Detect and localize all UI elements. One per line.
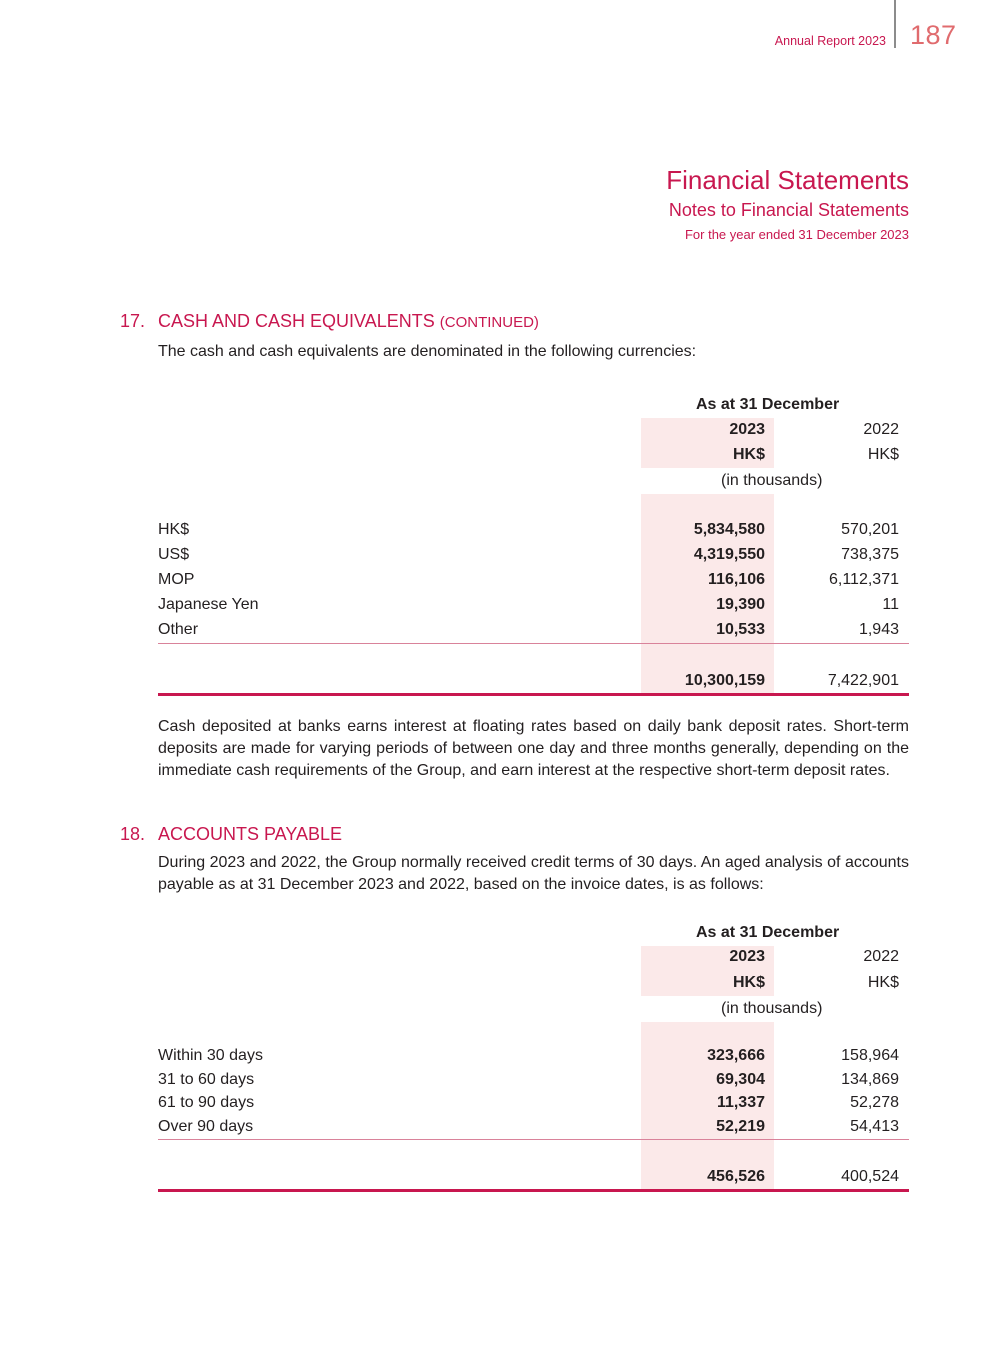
value-2023: 5,834,580 — [693, 521, 765, 538]
value-2023: 69,304 — [716, 1071, 765, 1088]
row-label: MOP — [158, 571, 195, 588]
section-17-intro: The cash and cash equivalents are denominated in the following currencies: — [158, 343, 697, 360]
total-2023: 10,300,159 — [684, 672, 765, 689]
row-label: 31 to 60 days — [158, 1071, 255, 1088]
page-title: Financial Statements — [666, 165, 909, 195]
total-rule — [158, 693, 909, 696]
section-18-heading — [120, 824, 342, 845]
value-2022: 1,943 — [858, 621, 899, 638]
value-2023: 10,533 — [716, 621, 765, 638]
value-2022: 11 — [882, 596, 899, 613]
value-2023: 11,337 — [716, 1094, 765, 1111]
row-label: Within 30 days — [158, 1047, 263, 1064]
section-title: CASH AND CASH EQUIVALENTS — [158, 311, 435, 331]
header-divider — [894, 0, 896, 48]
table1-scale: (in thousands) — [721, 472, 823, 489]
row-label: Other — [158, 621, 199, 638]
table2-unit-2022: HK$ — [867, 974, 899, 991]
running-title: Annual Report 2023 — [774, 34, 886, 48]
table2-col-2023: 2023 — [729, 948, 765, 965]
total-2023: 456,526 — [707, 1168, 765, 1185]
table1-unit-2022: HK$ — [867, 446, 899, 463]
row-label: Over 90 days — [158, 1118, 254, 1135]
continued-label: (CONTINUED) — [439, 314, 539, 331]
row-label: 61 to 90 days — [158, 1094, 255, 1111]
value-2022: 54,413 — [850, 1118, 899, 1135]
subtotal-rule — [158, 1139, 909, 1140]
section-17-note: Cash deposited at banks earns interest at floating rates based on daily bank deposit rates. Short-term deposits are made for varying periods of between one day and three months generally, depending on the immediate cash requirements of the Group, and earn interest at the respective short-term deposit rates. — [158, 718, 909, 779]
value-2022: 158,964 — [841, 1047, 899, 1064]
page-number: 187 — [910, 20, 957, 50]
table2-unit-2023: HK$ — [732, 974, 765, 991]
row-label: Japanese Yen — [158, 596, 259, 613]
value-2023: 323,666 — [707, 1047, 765, 1064]
value-2022: 570,201 — [841, 521, 899, 538]
page-subtitle: Notes to Financial Statements — [668, 200, 909, 220]
total-2022: 7,422,901 — [827, 672, 899, 689]
value-2022: 134,869 — [841, 1071, 899, 1088]
section-title: ACCOUNTS PAYABLE — [158, 824, 343, 844]
subtotal-rule — [158, 643, 909, 644]
table1-group-header: As at 31 December — [696, 396, 840, 413]
section-number: 17. — [120, 311, 146, 331]
table1-unit-2023: HK$ — [732, 446, 765, 463]
table2-scale: (in thousands) — [721, 1000, 823, 1017]
value-2022: 52,278 — [850, 1094, 899, 1111]
table2-col-2022: 2022 — [863, 948, 899, 965]
period-label: For the year ended 31 December 2023 — [684, 227, 909, 242]
value-2022: 738,375 — [841, 546, 899, 563]
section-18-intro: During 2023 and 2022, the Group normally received credit terms of 30 days. An aged analysis of accounts payable as at 31 December 2023 and 2022, based on the invoice dates, is as follows: — [158, 854, 909, 893]
value-2023: 52,219 — [716, 1118, 765, 1135]
total-rule — [158, 1189, 909, 1192]
row-label: HK$ — [158, 521, 190, 538]
table2-group-header: As at 31 December — [696, 924, 840, 941]
value-2022: 6,112,371 — [829, 571, 899, 588]
row-label: US$ — [158, 546, 190, 563]
total-2022: 400,524 — [841, 1168, 899, 1185]
value-2023: 4,319,550 — [693, 546, 765, 563]
section-17-heading — [120, 311, 539, 332]
table1-col-2022: 2022 — [863, 421, 899, 438]
table1-col-2023: 2023 — [729, 421, 765, 438]
value-2023: 19,390 — [716, 596, 765, 613]
value-2023: 116,106 — [708, 571, 765, 588]
section-number: 18. — [120, 824, 146, 844]
